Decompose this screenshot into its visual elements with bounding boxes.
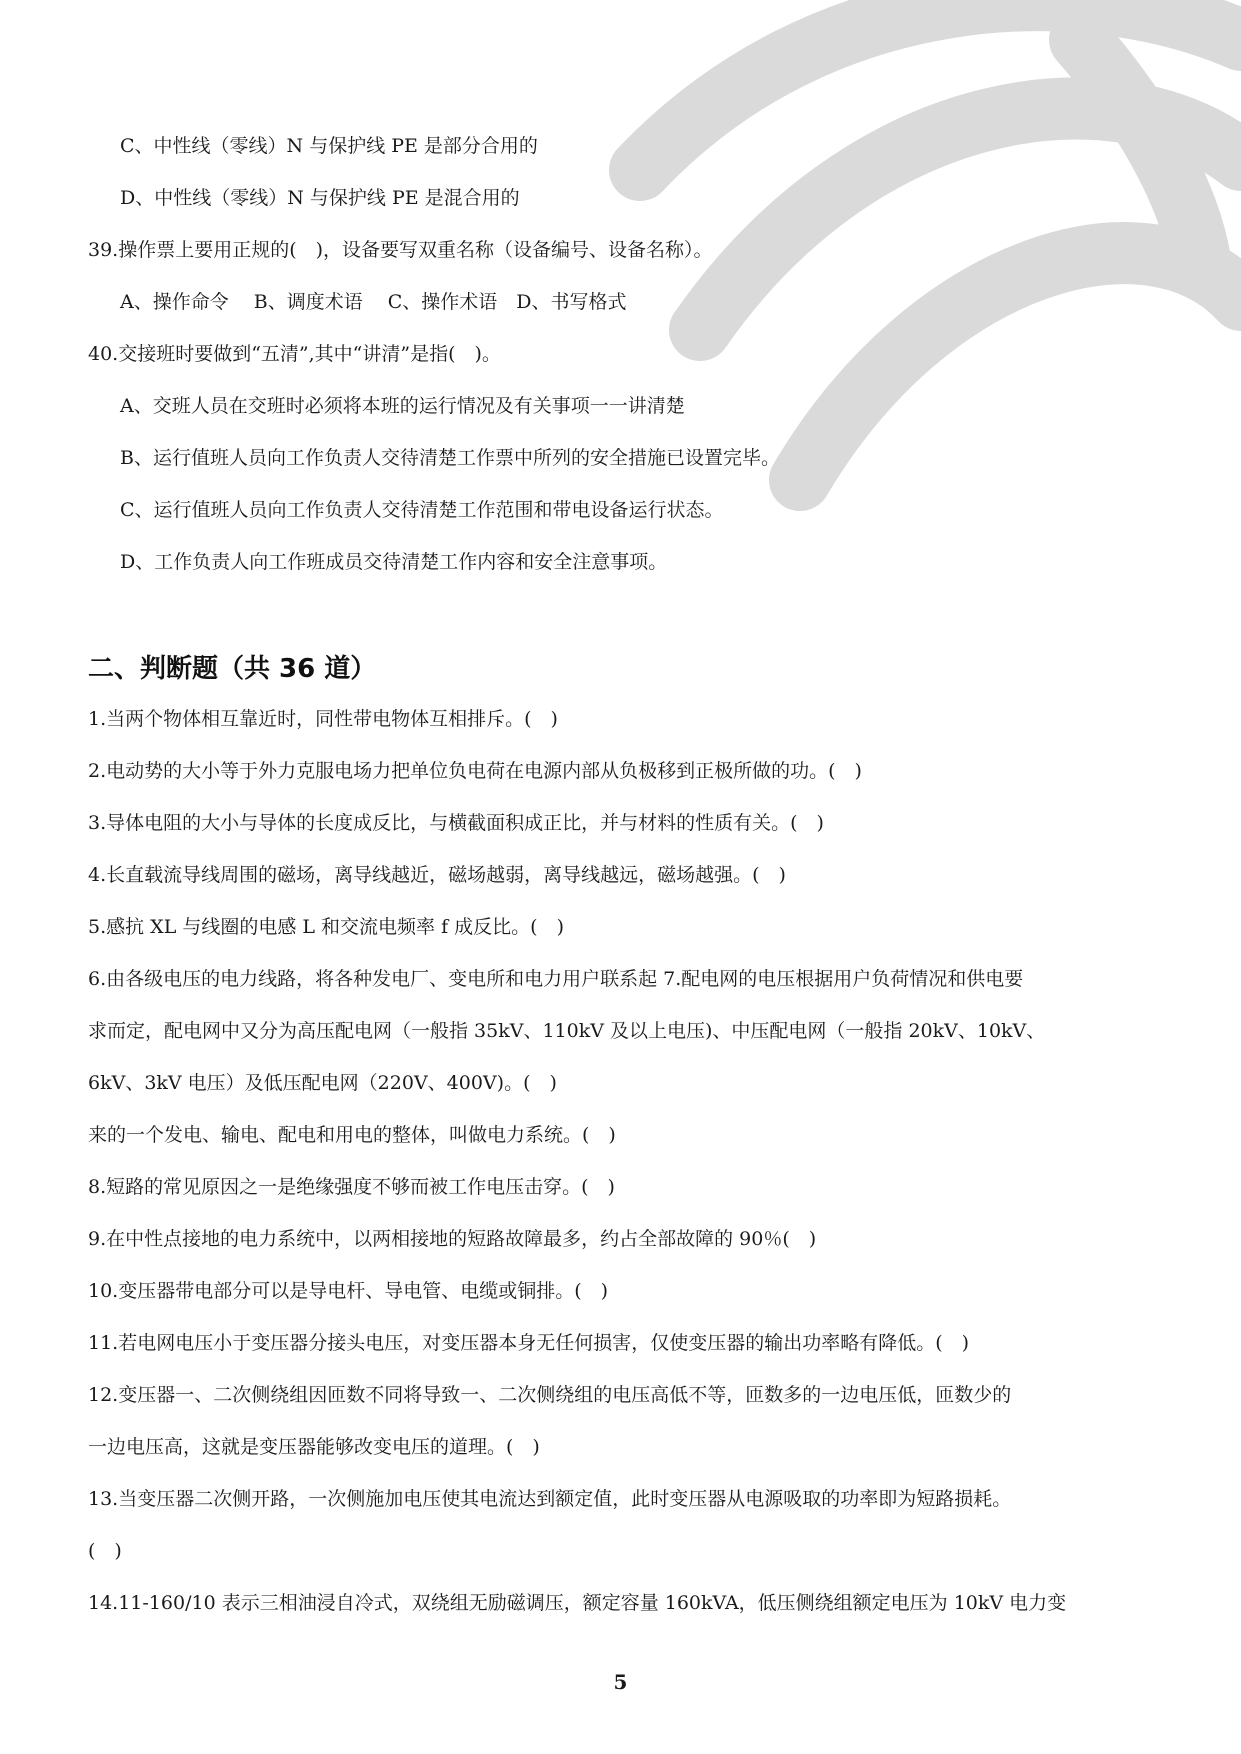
tf-question-line: 9.在中性点接地的电力系统中，以两相接地的短路故障最多，约占全部故障的 90％( )	[88, 1228, 817, 1250]
tf-question-line: 4.长直载流导线周围的磁场，离导线越近，磁场越弱，离导线越远，磁场越强。( )	[88, 864, 786, 886]
question-40-option-b: B、运行值班人员向工作负责人交待清楚工作票中所列的安全措施已设置完毕。	[120, 447, 780, 469]
tf-question-line: 6.由各级电压的电力线路，将各种发电厂、变电所和电力用户联系起 7.配电网的电压根据用户负荷情况和供电要	[88, 968, 1024, 990]
tf-question-line: 11.若电网电压小于变压器分接头电压，对变压器本身无任何损害，仅使变压器的输出功率略有降低。( )	[88, 1332, 970, 1354]
question-40-option-a: A、交班人员在交班时必须将本班的运行情况及有关事项一一讲清楚	[120, 395, 685, 417]
tf-question-line: 1.当两个物体相互靠近时，同性带电物体互相排斥。( )	[88, 708, 558, 730]
question-39: 39.操作票上要用正规的( )，设备要写双重名称（设备编号、设备名称）。	[88, 239, 713, 261]
tf-question-line: 一边电压高，这就是变压器能够改变电压的道理。( )	[88, 1436, 540, 1458]
question-40: 40.交接班时要做到“五清”,其中“讲清”是指( )。	[88, 343, 501, 365]
option-d-prev: D、中性线（零线）N 与保护线 PE 是混合用的	[120, 187, 520, 209]
tf-question-line: 3.导体电阻的大小与导体的长度成反比，与横截面积成正比，并与材料的性质有关。( )	[88, 812, 824, 834]
tf-question-line: 来的一个发电、输电、配电和用电的整体，叫做电力系统。( )	[88, 1124, 616, 1146]
option-c-prev: C、中性线（零线）N 与保护线 PE 是部分合用的	[120, 135, 538, 157]
tf-question-line: 10.变压器带电部分可以是导电杆、导电管、电缆或铜排。( )	[88, 1280, 609, 1302]
question-39-options: A、操作命令 B、调度术语 C、操作术语 D、书写格式	[120, 291, 627, 313]
tf-question-line: 13.当变压器二次侧开路，一次侧施加电压使其电流达到额定值，此时变压器从电源吸取的功率即为短路损耗。	[88, 1488, 1012, 1510]
watermark-logo	[0, 0, 1241, 560]
question-40-option-d: D、工作负责人向工作班成员交待清楚工作内容和安全注意事项。	[120, 551, 668, 573]
tf-question-line: 2.电动势的大小等于外力克服电场力把单位负电荷在电源内部从负极移到正极所做的功。( )	[88, 760, 862, 782]
tf-question-line: 12.变压器一、二次侧绕组因匝数不同将导致一、二次侧绕组的电压高低不等，匝数多的一边电压低，匝数少的	[88, 1384, 1012, 1406]
tf-question-line: 求而定，配电网中又分为高压配电网（一般指 35kV、110kV 及以上电压)、中压配电网（一般指 20kV、10kV、	[88, 1020, 1046, 1042]
question-40-option-c: C、运行值班人员向工作负责人交待清楚工作范围和带电设备运行状态。	[120, 499, 724, 521]
tf-question-line: 6kV、3kV 电压）及低压配电网（220V、400V)。( )	[88, 1072, 557, 1094]
tf-question-line: 5.感抗 XL 与线圈的电感 L 和交流电频率 f 成反比。( )	[88, 916, 564, 938]
tf-question-line: ( )	[88, 1540, 122, 1562]
tf-question-line: 8.短路的常见原因之一是绝缘强度不够而被工作电压击穿。( )	[88, 1176, 615, 1198]
section-heading: 二、判断题（共 36 道）	[88, 654, 377, 684]
tf-question-line: 14.11-160/10 表示三相油浸自冷式，双绕组无励磁调压，额定容量 160kVA，低压侧绕组额定电压为 10kV 电力变	[88, 1592, 1067, 1614]
page-number: 5	[613, 1670, 628, 1694]
